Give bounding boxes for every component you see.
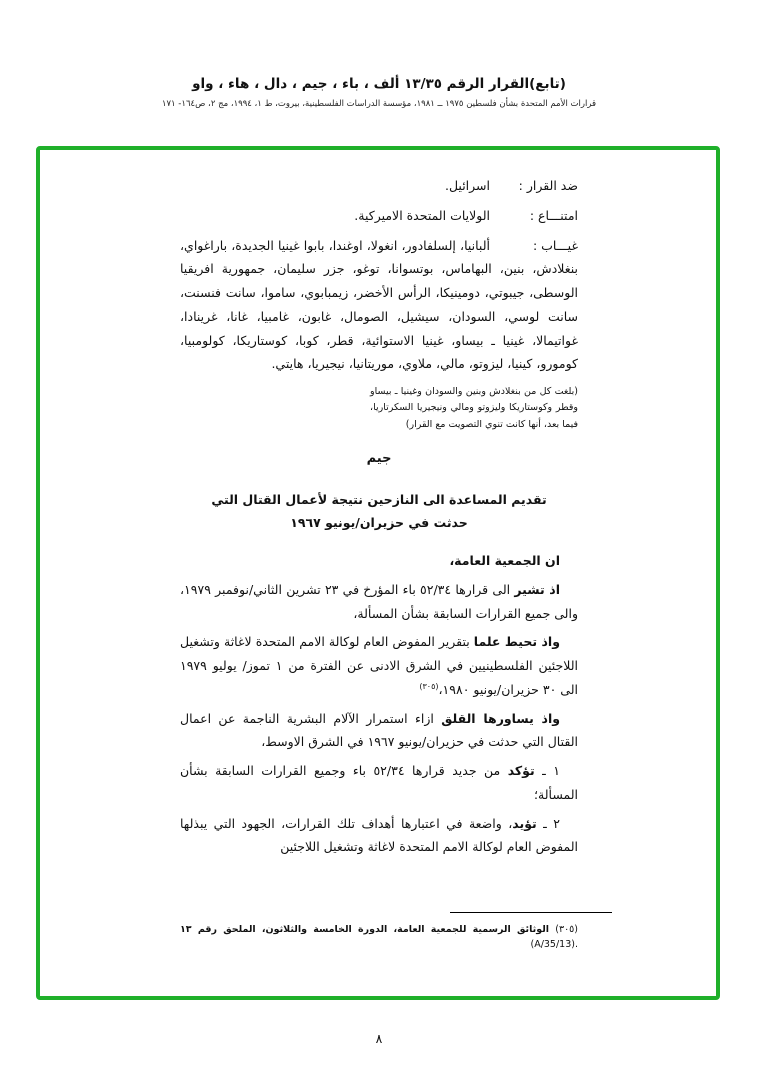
vote-against-label: ضد القرار : xyxy=(518,178,578,193)
section-letter: جيم xyxy=(366,450,392,466)
vote-absent-label: غيـــاب : xyxy=(532,237,578,253)
footnote-area xyxy=(180,912,578,952)
section-title-line1: تقديم المساعدة الى النازحين نتيجة لأعمال القتال التي xyxy=(211,491,547,507)
paragraph-text: ، واضعة في اعتبارها أهداف تلك القرارات، الجهود التي يبذلها المفوض العام لوكالة الامم المتحدة لاغاثة وتشغيل اللاجئين xyxy=(180,815,578,855)
footnote-document-symbol: (A/35/13). xyxy=(530,938,578,950)
paragraph-number: ٢ ـ xyxy=(536,815,560,831)
paragraph-text: الى قرارها ٥٢/٣٤ باء المؤرخ في ٢٣ تشرين الثاني/نوفمبر ١٩٧٩، والى جميع القرارات السابقة بشأن المسألة، xyxy=(180,581,578,621)
source-citation: قرارات الأمم المتحدة بشأن فلسطين ١٩٧٥ ــ ١٩٨١، مؤسسة الدراسات الفلسطينية، بيروت، ط ١، ١٩٩٤، مج ٢، ص١٦٤- ١٧١ xyxy=(161,99,597,109)
vote-absent-row xyxy=(180,234,578,377)
green-annotation-frame xyxy=(36,146,720,1000)
resolution-body xyxy=(40,150,716,864)
vote-abstain-row xyxy=(180,204,578,228)
paragraph-text: ازاء استمرار الآلام البشرية الناجمة عن اعمال القتال التي حدثت في حزيران/يونيو ١٩٦٧ في الشرق الاوسط، xyxy=(180,710,578,750)
paragraph-number: ١ ـ xyxy=(534,763,561,779)
paragraph-lead: تؤيد xyxy=(512,815,537,831)
paragraph-lead: واذ تحيط علما xyxy=(473,634,560,650)
paragraph-text: من جديد قرارها ٥٢/٣٤ باء وجميع القرارات السابقة بشأن المسألة؛ xyxy=(180,763,578,802)
footnote-separator-rule xyxy=(450,912,612,913)
vote-abstain-value: الولايات المتحدة الاميركية. xyxy=(354,207,490,223)
preamble-noting-paragraph xyxy=(180,630,578,701)
secretariat-note: (بلغت كل من بنغلادش وبنين والسودان وغينيا ـ بيساو وقطر وكوستاريكا وليزوتو ومالي ونيجيريا السكرتاريا، فيما بعد، أنها كانت تنوي التصويت مع القرار) xyxy=(370,386,578,430)
footnote-reference: (٣٠٥) xyxy=(419,681,439,691)
page-number: ٨ xyxy=(375,1031,383,1046)
preamble-concern-paragraph xyxy=(180,707,578,755)
paragraph-lead: واذ يساورها القلق xyxy=(441,710,560,726)
footnote xyxy=(180,922,578,952)
footnote-body: الوثائق الرسمية للجمعية العامة، الدورة الخامسة والثلاثون، الملحق رقم ١٣ xyxy=(180,923,556,935)
preamble-intro: ان الجمعية العامة، xyxy=(449,553,560,569)
vote-abstain-label: امتنـــاع : xyxy=(529,207,578,223)
paragraph-text: بتقرير المفوض العام لوكالة الامم المتحدة لاغاثة وتشغيل اللاجئين الفلسطينيين في الشرق الادنى عن الفترة من ١ تموز/ يوليو ١٩٧٩ الى ٣٠ حزيران/يونيو ١٩٨٠، xyxy=(180,634,579,697)
operative-paragraph-2 xyxy=(180,812,578,860)
vote-against-value: اسرائيل. xyxy=(444,178,490,193)
vote-absent-value: ألبانيا، إلسلفادور، انغولا، اوغندا، بابوا غينيا الجديدة، باراغواي، بنغلادش، بنين، البهاماس، بوتسوانا، توغو، جزر سليمان، جمهورية افريقيا الوسطى، جيبوتي، دومينيكا، الرأس الأخضر، زيمبابوي، ساموا، سانت فنسنت، سانت لوسي، السودان، سيشيل، الصومال، غابون، غامبيا، غانا، غرينادا، غواتيمالا، غينيا ـ بيساو، غينيا الاستوائية، قطر، كوبا، كوستاريكا، كولومبيا، كومورو، كينيا، ليزوتو، مالي، ملاوي، موريتانيا، نيجيريا، هايتي. xyxy=(180,237,578,372)
section-title xyxy=(180,488,578,536)
page-header xyxy=(0,76,758,109)
paragraph-lead: تؤكد xyxy=(507,763,535,779)
section-title-line2: حدثت في حزيران/يونيو ١٩٦٧ xyxy=(290,515,468,531)
vote-against-row xyxy=(180,174,578,198)
resolution-header-title: (تابع)القرار الرقم ١٣/٣٥ ألف ، باء ، جيم ، دال ، هاء ، واو xyxy=(192,76,566,92)
paragraph-lead: اذ تشير xyxy=(514,581,560,597)
operative-paragraph-1 xyxy=(180,759,578,807)
footnote-number: (٣٠٥) xyxy=(555,923,578,935)
preamble-recall-paragraph xyxy=(180,578,578,626)
